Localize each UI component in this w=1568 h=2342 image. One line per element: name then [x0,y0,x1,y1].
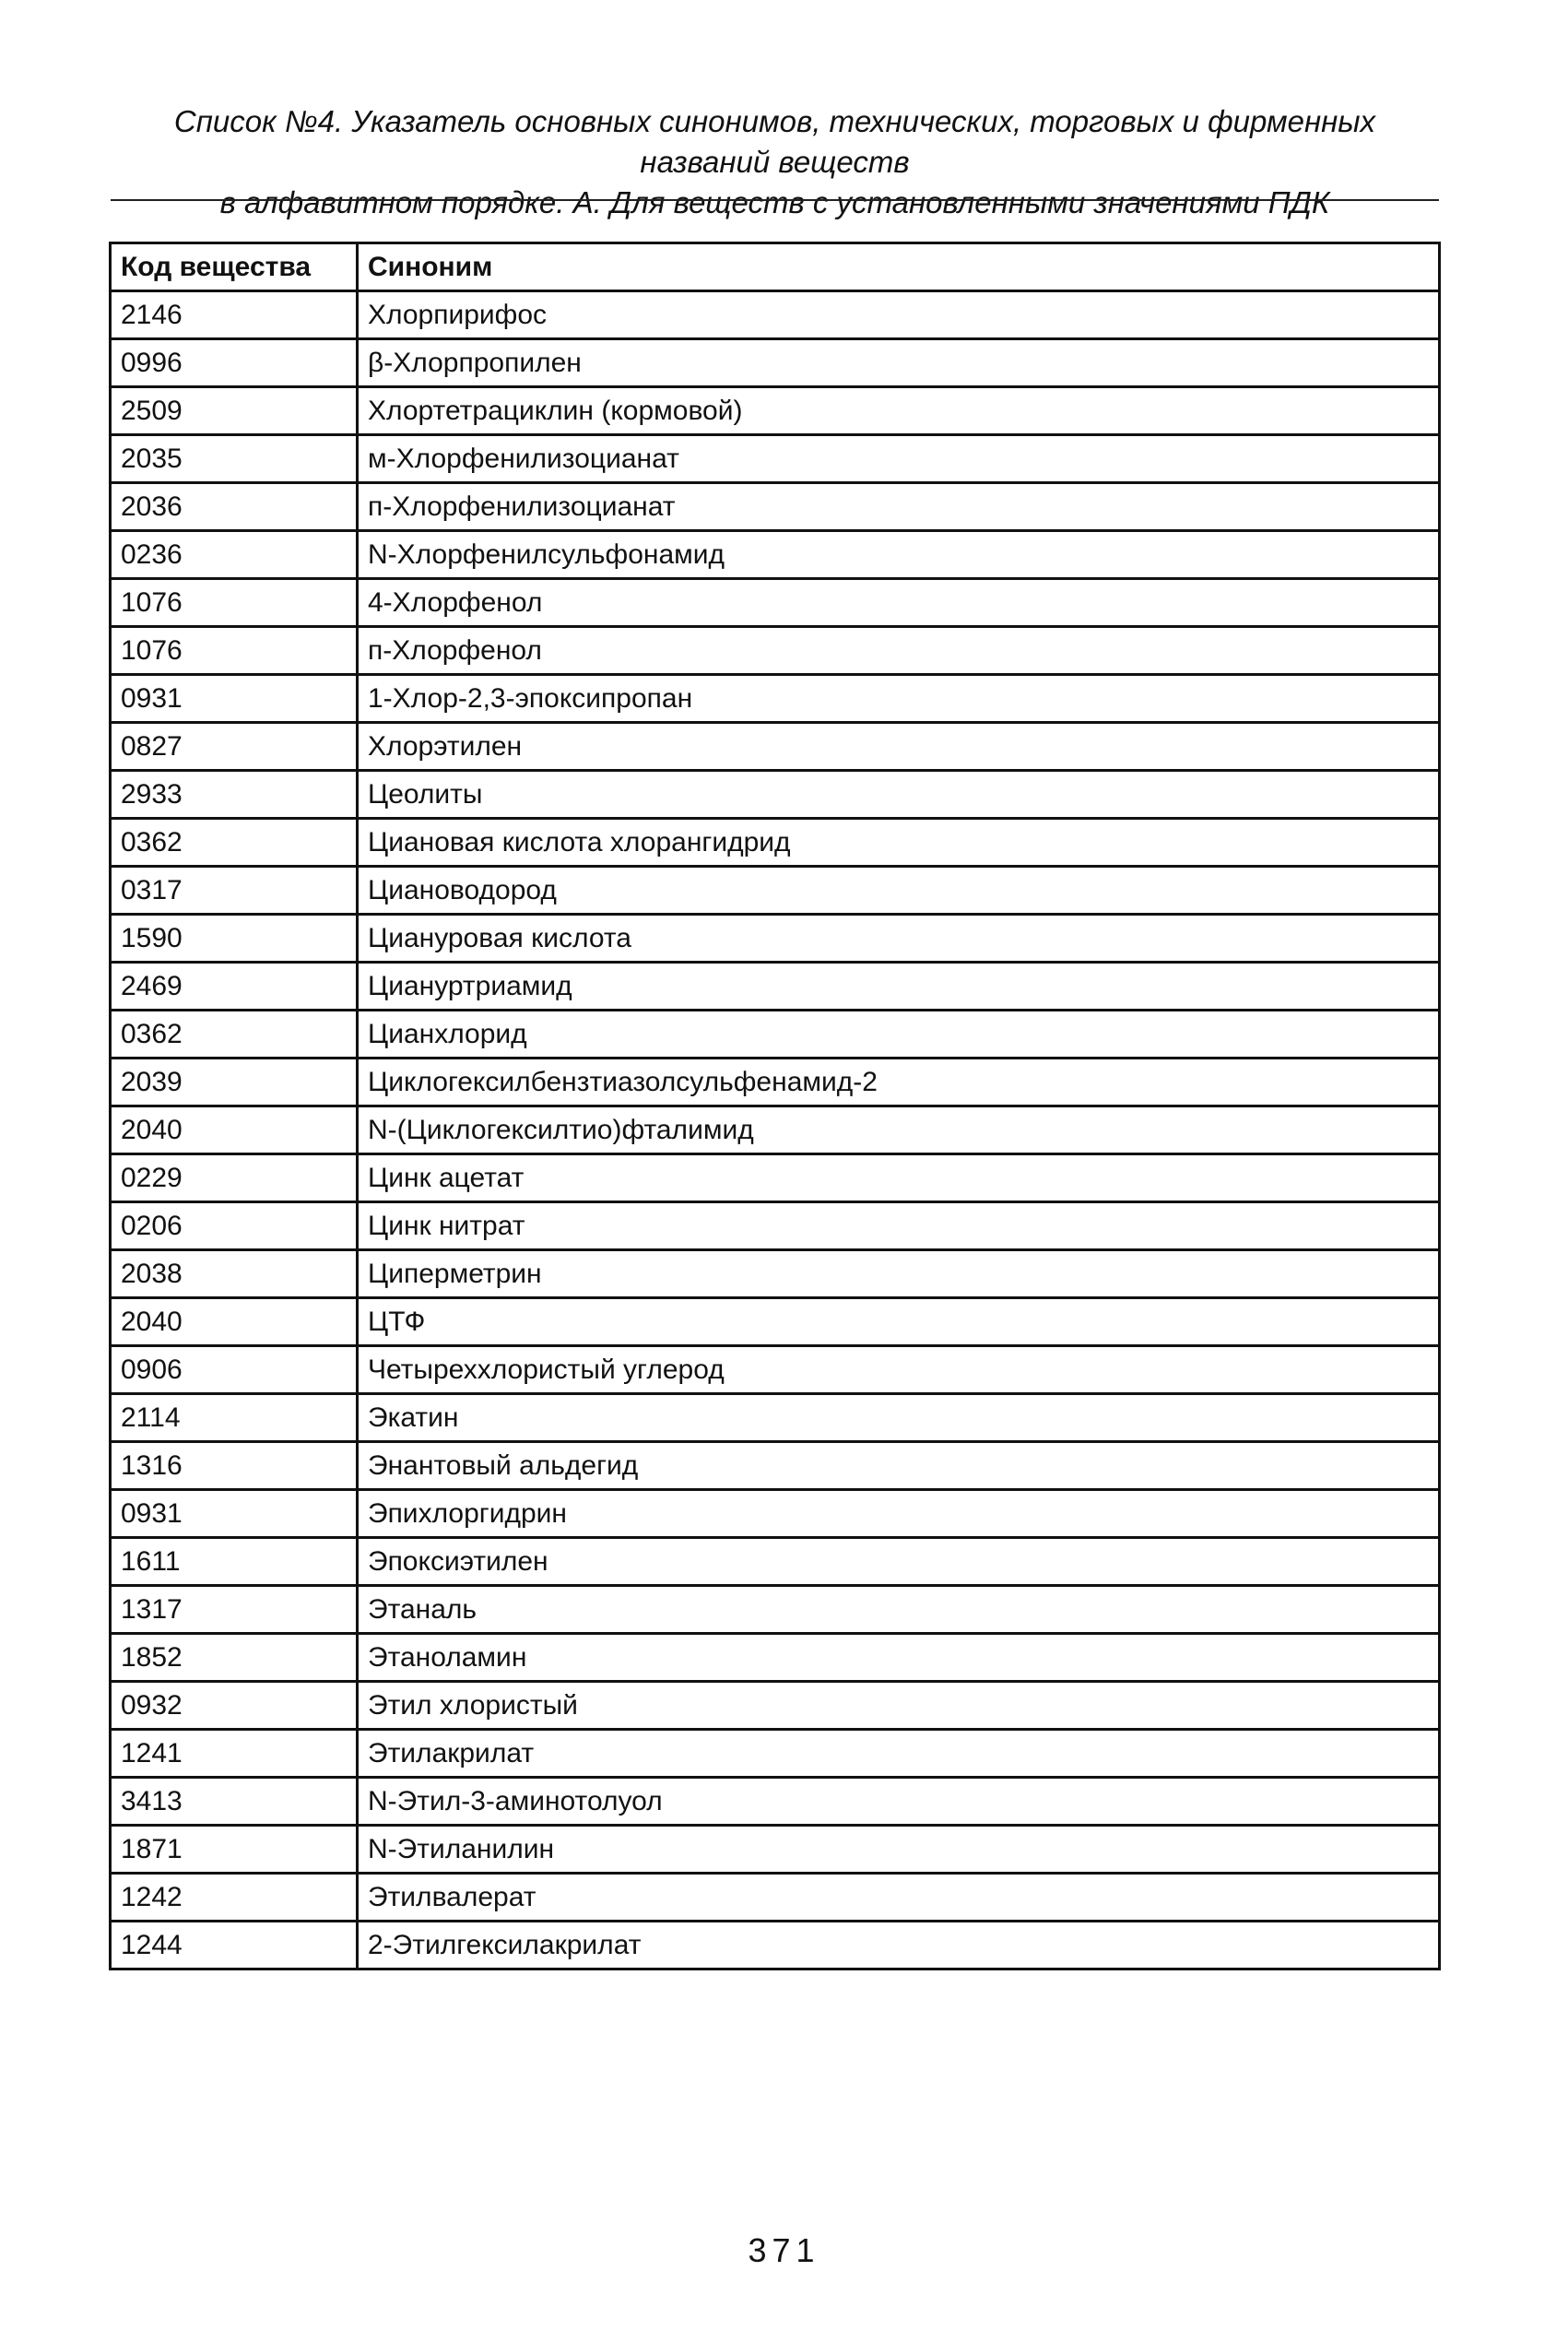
synonym-cell: Этилвалерат [358,1874,1440,1922]
table-row [111,1922,1440,1969]
table-row [111,771,1440,819]
synonym-cell: Энантовый альдегид [358,1442,1440,1490]
synonyms-table [109,242,1441,1970]
synonym-cell: Цианхлорид [358,1011,1440,1059]
substance-code-cell: 0996 [111,339,358,387]
synonym-cell: Четыреххлористый углерод [358,1346,1440,1394]
table-row [111,963,1440,1011]
table-row [111,627,1440,675]
header-line-1: Список №4. Указатель основных синонимов, технических, торговых и фирменных названий веществ [173,104,1376,179]
synonym-cell: N-Хлорфенилсульфонамид [358,531,1440,579]
synonym-cell: Циануртриамид [358,963,1440,1011]
substance-code-cell: 0906 [111,1346,358,1394]
substance-code-cell: 0931 [111,675,358,723]
table-row [111,819,1440,867]
synonym-cell: Экатин [358,1394,1440,1442]
table-row [111,291,1440,339]
substance-code-cell: 1871 [111,1826,358,1874]
synonym-cell: Этаноламин [358,1634,1440,1682]
header-line-2: в алфавитном порядке. А. Для веществ с установленными значениями ПДК [219,185,1330,219]
synonym-cell: Циклогексилбензтиазолсульфенамид-2 [358,1059,1440,1106]
substance-code-cell: 2035 [111,435,358,483]
synonym-cell: Циперметрин [358,1250,1440,1298]
table-row [111,531,1440,579]
table-row [111,483,1440,531]
synonym-cell: β-Хлорпропилен [358,339,1440,387]
substance-code-cell: 2039 [111,1059,358,1106]
substance-code-cell: 2114 [111,1394,358,1442]
synonym-cell: 2-Этилгексилакрилат [358,1922,1440,1969]
synonyms-table-container [109,242,1441,1970]
substance-code-cell: 2509 [111,387,358,435]
table-row [111,1250,1440,1298]
table-row [111,339,1440,387]
substance-code-cell: 0931 [111,1490,358,1538]
synonym-cell: N-Этиланилин [358,1826,1440,1874]
table-row [111,675,1440,723]
substance-code-cell: 1076 [111,579,358,627]
table-row [111,1778,1440,1826]
page-header [111,101,1439,223]
substance-code-cell: 1590 [111,915,358,963]
table-row [111,1490,1440,1538]
table-row [111,579,1440,627]
substance-code-cell: 1611 [111,1538,358,1586]
synonym-cell: п-Хлорфенол [358,627,1440,675]
synonym-cell: Эпихлоргидрин [358,1490,1440,1538]
table-row [111,1730,1440,1778]
substance-code-cell: 0932 [111,1682,358,1730]
substance-code-cell: 2040 [111,1106,358,1154]
synonym-cell: Хлортетрациклин (кормовой) [358,387,1440,435]
table-row [111,1346,1440,1394]
table-row [111,723,1440,771]
table-row [111,1682,1440,1730]
column-header-code: Код вещества [111,243,358,291]
substance-code-cell: 2933 [111,771,358,819]
table-row [111,1634,1440,1682]
substance-code-cell: 1244 [111,1922,358,1969]
substance-code-cell: 1241 [111,1730,358,1778]
synonym-cell: N-(Циклогексилтио)фталимид [358,1106,1440,1154]
substance-code-cell: 1317 [111,1586,358,1634]
table-body [111,291,1440,1969]
synonym-cell: Этаналь [358,1586,1440,1634]
substance-code-cell: 1076 [111,627,358,675]
synonym-cell: Циануровая кислота [358,915,1440,963]
substance-code-cell: 1242 [111,1874,358,1922]
synonym-cell: Цеолиты [358,771,1440,819]
synonym-cell: Этил хлористый [358,1682,1440,1730]
page-number: 371 [748,2231,820,2269]
column-header-synonym: Синоним [358,243,1440,291]
table-row [111,1011,1440,1059]
table-row [111,1059,1440,1106]
substance-code-cell: 1852 [111,1634,358,1682]
table-row [111,1106,1440,1154]
table-row [111,1826,1440,1874]
substance-code-cell: 3413 [111,1778,358,1826]
synonym-cell: Цинк нитрат [358,1202,1440,1250]
substance-code-cell: 0236 [111,531,358,579]
synonym-cell: Эпоксиэтилен [358,1538,1440,1586]
substance-code-cell: 0206 [111,1202,358,1250]
table-row [111,1154,1440,1202]
substance-code-cell: 2040 [111,1298,358,1346]
synonym-cell: 4-Хлорфенол [358,579,1440,627]
substance-code-cell: 1316 [111,1442,358,1490]
substance-code-cell: 0827 [111,723,358,771]
table-row [111,1298,1440,1346]
synonym-cell: Циановая кислота хлорангидрид [358,819,1440,867]
substance-code-cell: 0317 [111,867,358,915]
synonym-cell: п-Хлорфенилизоцианат [358,483,1440,531]
synonym-cell: Цинк ацетат [358,1154,1440,1202]
table-row [111,1874,1440,1922]
synonym-cell: 1-Хлор-2,3-эпоксипропан [358,675,1440,723]
substance-code-cell: 2469 [111,963,358,1011]
synonym-cell: Этилакрилат [358,1730,1440,1778]
table-row [111,867,1440,915]
table-row [111,1586,1440,1634]
substance-code-cell: 0362 [111,819,358,867]
substance-code-cell: 2036 [111,483,358,531]
table-row [111,1538,1440,1586]
substance-code-cell: 0229 [111,1154,358,1202]
substance-code-cell: 0362 [111,1011,358,1059]
synonym-cell: м-Хлорфенилизоцианат [358,435,1440,483]
table-row [111,1442,1440,1490]
table-row [111,1394,1440,1442]
synonym-cell: Хлорпирифос [358,291,1440,339]
header-divider [111,199,1439,201]
synonym-cell: ЦТФ [358,1298,1440,1346]
synonym-cell: Циановодород [358,867,1440,915]
table-row [111,435,1440,483]
table-header-row [111,243,1440,291]
synonym-cell: N-Этил-3-аминотолуол [358,1778,1440,1826]
table-row [111,915,1440,963]
table-row [111,387,1440,435]
substance-code-cell: 2038 [111,1250,358,1298]
table-row [111,1202,1440,1250]
substance-code-cell: 2146 [111,291,358,339]
synonym-cell: Хлорэтилен [358,723,1440,771]
